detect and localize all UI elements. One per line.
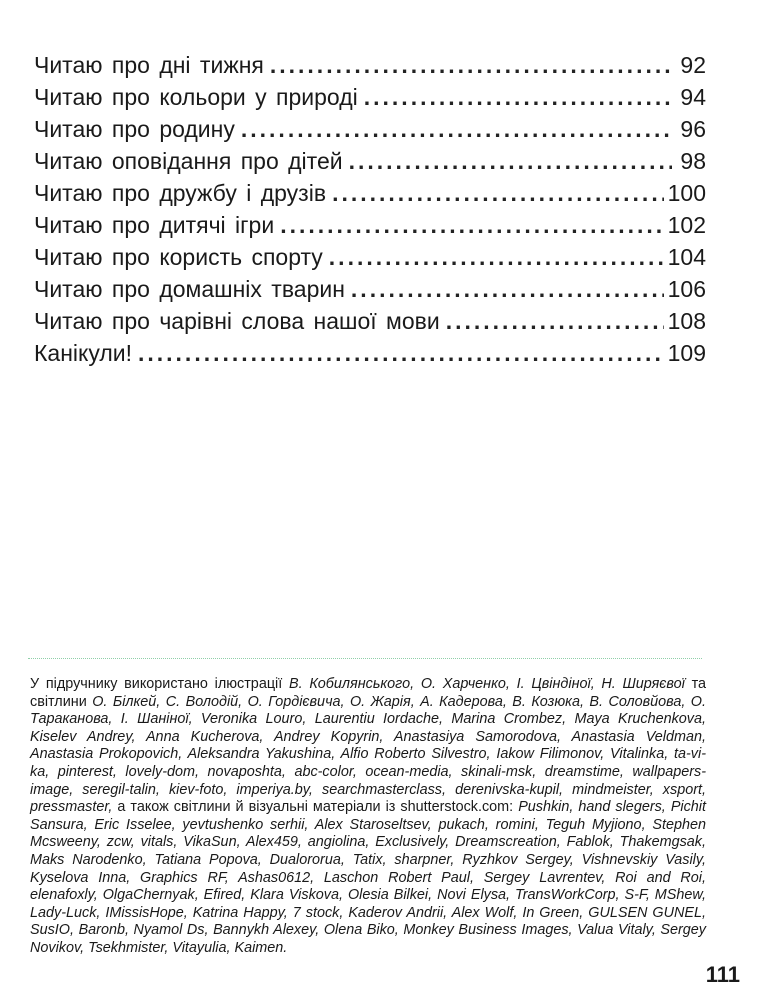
- toc-entry[interactable]: [34, 180, 706, 212]
- table-of-contents: [34, 52, 706, 372]
- toc-entry[interactable]: [34, 244, 706, 276]
- toc-entry-page: 109: [667, 340, 706, 366]
- toc-entry[interactable]: [34, 84, 706, 116]
- toc-entry-title: Читаю про користь спорту: [34, 244, 323, 270]
- credits-shutterstock-authors: Pushkin, hand slegers, Pichit Sansura, Eric Isselee, yevtushenko serhii, Alex Staroseltsev, pukach, romini, Teguh Myjiono, Stephen Mcsweeny, zcw, vitals, VikaSun, Alex459, angiolina, Exclusively, Dreamscreation, Fablok, Thakemgsak, Maks Narodenko, Tatiana Popova, Dualororua, Tatix, sharpner, Ryzhkov Sergey, Vishnevskiy Vasily, Kyselova Inna, Graphics RF, Ashas0612, Laschon Robert Paul, Sergey Lavrentev, Roi and Roi, elenafoxly, OlgaChernyak, Efired, Klara Viskova, Olesia Bilkei, Novi Elysa, TransWorkCorp, S-F, MShew, Lady-Luck, IMissisHope, Katrina Happy, 7 stock, Kaderov Andrii, Alex Wolf, In Green, GULSEN GUNEL, SusIO, Baronb, Nyamol Ds, Bannykh Alexey, Olena Biko, Monkey Business Images, Valua Vitaly, Sergey Novikov, Tsekhmister, Vitayulia, Kaimen.: [30, 799, 707, 956]
- toc-entry-page: 100: [667, 180, 706, 206]
- toc-leader-dots: [270, 52, 672, 79]
- toc-entry[interactable]: [34, 212, 706, 244]
- toc-entry-page: 104: [667, 244, 706, 270]
- credits-intro: У підручнику використано ілюстрації: [30, 676, 283, 692]
- toc-entry-title: Канікули!: [34, 340, 132, 366]
- toc-leader-dots: [280, 212, 663, 239]
- toc-entry[interactable]: [34, 148, 706, 180]
- page-number: 111: [705, 962, 740, 987]
- toc-leader-dots: [364, 84, 672, 111]
- toc-entry[interactable]: [34, 116, 706, 148]
- toc-leader-dots: [446, 308, 664, 335]
- toc-leader-dots: [351, 276, 664, 303]
- toc-entry-page: 94: [680, 84, 706, 110]
- toc-entry-title: Читаю про чарівні слова нашої мови: [34, 308, 440, 334]
- toc-leader-dots: [241, 116, 672, 143]
- toc-entry-page: 92: [680, 52, 706, 78]
- toc-entry-title: Читаю про домашніх тварин: [34, 276, 345, 302]
- toc-entry-page: 96: [680, 116, 706, 142]
- toc-entry[interactable]: [34, 52, 706, 84]
- toc-entry-page: 102: [667, 212, 706, 238]
- image-credits: [30, 676, 706, 958]
- toc-leader-dots: [138, 340, 664, 367]
- toc-leader-dots: [349, 148, 672, 175]
- toc-entry-page: 98: [680, 148, 706, 174]
- section-divider: [28, 658, 702, 659]
- toc-entry[interactable]: [34, 340, 706, 372]
- credits-illustrators: В. Кобилянського, О. Харченко, І. Цвіндіної, Н. Ширяєвої: [289, 676, 685, 692]
- toc-entry[interactable]: [34, 276, 706, 308]
- toc-leader-dots: [329, 244, 664, 271]
- toc-entry-title: Читаю про дні тижня: [34, 52, 264, 78]
- toc-entry[interactable]: [34, 308, 706, 340]
- toc-entry-title: Читаю про дитячі ігри: [34, 212, 275, 238]
- toc-entry-title: Читаю про родину: [34, 116, 235, 142]
- toc-leader-dots: [332, 180, 664, 207]
- toc-entry-title: Читаю оповідання про дітей: [34, 148, 343, 174]
- toc-entry-page: 108: [667, 308, 706, 334]
- credits-and-photos: та світлини: [30, 676, 707, 710]
- toc-entry-title: Читаю про кольори у природі: [34, 84, 358, 110]
- toc-entry-title: Читаю про дружбу і друзів: [34, 180, 327, 206]
- toc-entry-page: 106: [667, 276, 706, 302]
- credits-shutterstock-text: а також світлини й візуальні матеріали із shutterstock.com:: [117, 799, 514, 816]
- credits-photographers: О. Білкей, С. Володій, О. Гордієвича, О. Жарія, А. Кадерова, В. Козюка, В. Соловйова, О. Тараканова, І. Шаніної, Veronika Louro, Laurentiu Iordache, Marina Crombez, Maya Kruchenkova, Kiselev Andrey, Anna Kucherova, Andrey Kopyrin, Anastasiya Samorodova, Anastasia Veldman, Anastasia Prokopovich, Aleksandra Yakushina, Alfio Roberto Silvestro, Iakow Filimonov, Vitalinka, ta-vi-ka, pinterest, lovely-dom, novaposhta, abc-color, ocean-media, skinali-msk, dreamstime, wallpapers-image, seregil-talin, kiev-foto, imperiya.by, searchmasterclass, derenivska-kupil, mindmeister, xsport, pressmaster,: [30, 693, 706, 816]
